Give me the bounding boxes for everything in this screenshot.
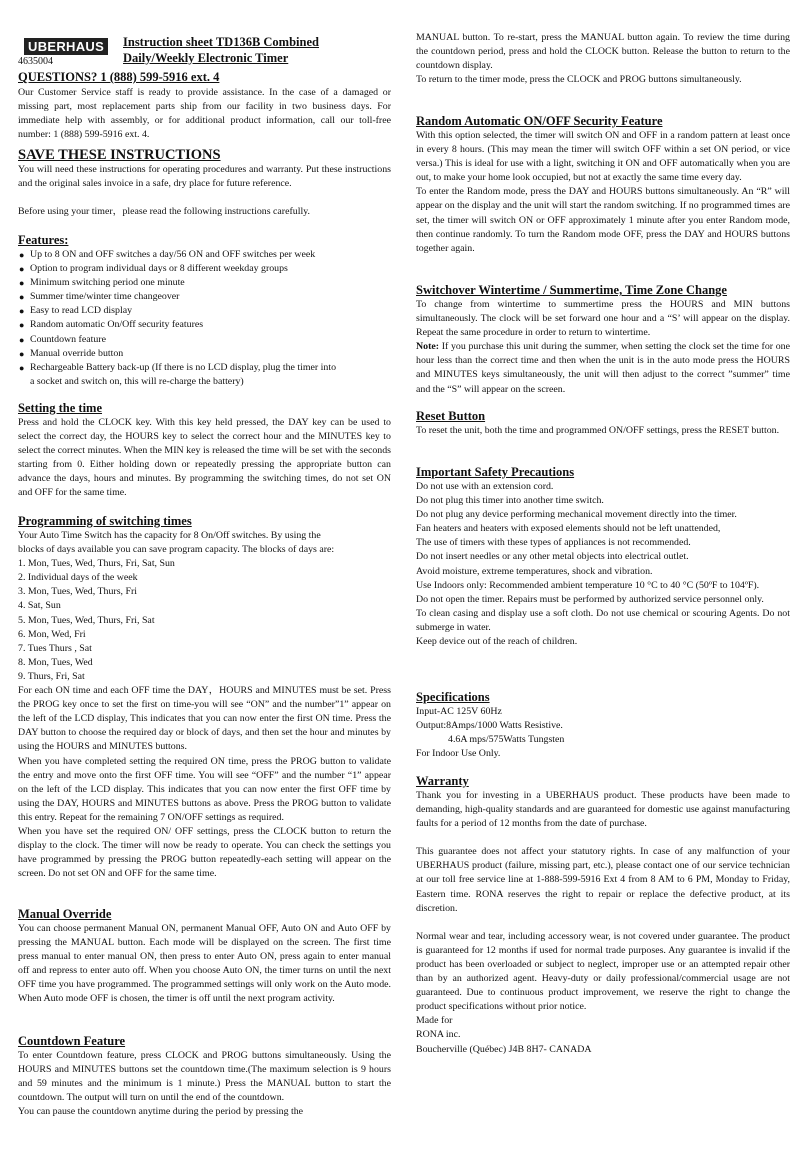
feature-item: ● Summer time/winter time changeover — [18, 290, 391, 304]
programming-paragraph-1: For each ON time and each OFF time the DAY，HOURS and MINUTES must be set. Press the PROG key once to set the first on time-you will see “ON” and the number”1” appear on the left of the LCD display, This indicates that you can now enter the first ON time. Press the DAY button to choose the required day or block of days, and then set the hour and minutes by using the HOURS and MINUTES buttons. — [18, 685, 391, 753]
bullet-icon: ● — [19, 362, 25, 373]
safety-line: The use of timers with these types of appliances is not recommended. — [416, 537, 691, 549]
countdown-paragraph-2-continued: MANUAL button. To re-start, press the MANUAL button again. To review the time during the countdown period, press and hold the CLOCK button. Release the button to return to the countdown display. — [416, 32, 790, 72]
programming-section — [18, 513, 391, 881]
before-use-text: Before using your timer，please read the following instructions carefully. — [18, 206, 310, 218]
feature-item: ● Option to program individual days or 8 different weekday groups — [18, 262, 391, 276]
day-block: 3. Mon, Tues, Wed, Thurs, Fri — [18, 586, 138, 598]
day-block: 7. Tues Thurs , Sat — [18, 642, 92, 654]
bullet-icon: ● — [19, 334, 25, 345]
questions-heading: QUESTIONS? 1 (888) 599-5916 ext. 4 — [18, 70, 220, 84]
safety-heading: Important Safety Precautions — [416, 465, 575, 479]
safety-line: Do not open the timer. Repairs must be performed by authorized service personnel only. — [416, 593, 764, 605]
feature-item: ● Minimum switching period one minute — [18, 276, 391, 290]
note-label: Note: — [416, 341, 440, 353]
day-block: 8. Mon, Tues, Wed — [18, 656, 93, 668]
programming-intro-1: Your Auto Time Switch has the capacity for 8 On/Off switches. By using the — [18, 530, 321, 541]
setting-time-body: Press and hold the CLOCK key. With this key held pressed, the DAY key can be used to select the correct day, the HOURS key to select the correct hour and the MINUTES key to select the correct minutes. When the MIN key is released the time will be set with the seconds starting from 0. Either holding down or repeatedly pressing the appropriate button can advance the days, hours and minutes. By programming the switching times, do not set ON and OFF for the same time. — [18, 417, 391, 499]
day-block: 5. Mon, Tues, Wed, Thurs, Fri, Sat — [18, 614, 155, 626]
programming-intro-2: blocks of days available you can save program capacity. The blocks of days are: — [18, 544, 335, 556]
spec-output: Output:8Amps/1000 Watts Resistive. — [416, 720, 563, 732]
save-section — [18, 163, 391, 219]
bullet-icon: ● — [19, 348, 25, 359]
bullet-icon: ● — [19, 250, 25, 260]
document-title — [123, 35, 319, 66]
switchover-paragraph-1: To change from wintertime to summertime press the HOURS and MIN buttons simultaneously. The clock will be set forward one hour and a “S’ will appear on the display. Repeat the same procedure in order to return to wintertime. — [416, 299, 790, 339]
made-for: Made for — [416, 1015, 453, 1027]
switchover-heading: Switchover Wintertime / Summertime, Time Zone Change — [416, 283, 727, 297]
save-body: You will need these instructions for operating procedures and warranty. Put these instructions and the original sales invoice in a safe, dry place for future reference. — [18, 164, 391, 190]
save-heading: SAVE THESE INSTRUCTIONS — [18, 147, 221, 163]
product-code: 4635004 — [18, 56, 53, 67]
features-heading: Features: — [18, 233, 69, 247]
countdown-paragraph-2: You can pause the countdown anytime during the period by pressing the — [18, 1106, 304, 1118]
reset-body: To reset the unit, both the time and programmed ON/OFF settings, press the RESET button. — [416, 425, 780, 436]
bullet-icon: ● — [19, 320, 25, 331]
reset-heading: Reset Button — [416, 409, 486, 423]
setting-time-heading: Setting the time — [18, 401, 103, 415]
warranty-paragraph-3: Normal wear and tear, including accessory wear, is not covered under guarantee. The product is guaranteed for 12 months if used for normal trade purposes. Any guarantee is invalid if the product has been overloaded or subject to neglect, improper use or an attempted repair other than by an authorized agent. Heavy-duty or daily professional/commercial usage are not guaranteed. Due to continuous product improvement, we reserve the right to change the product specifications without prior notice. — [416, 930, 790, 1013]
manual-override-section — [18, 906, 391, 1007]
manual-override-body: You can choose permanent Manual ON, permanent Manual OFF, Auto ON and Auto OFF by pressing the MANUAL button. Each mode will be displayed on the screen. The first time press manual to enter manual ON, then press to enter Auto ON, press again to enter manual off and repress to enter auto off. When you choose Auto ON, the timer turns on until the next OFF time you have programmed. The programmed settings will only work on the Auto mode. When Auto mode OFF is chosen, the timer is off until the next program activity. — [18, 923, 391, 1005]
countdown-paragraph-3: To return to the timer mode, press the CLOCK and PROG buttons simultaneously. — [416, 74, 742, 86]
spec-indoor: For Indoor Use Only. — [416, 748, 501, 760]
company-name: RONA inc. — [416, 1029, 461, 1041]
day-block: 2. Individual days of the week — [18, 572, 138, 584]
feature-item: ● Up to 8 ON and OFF switches a day/56 ON and OFF switches per week — [18, 248, 391, 262]
random-paragraph-2: To enter the Random mode, press the DAY and HOURS buttons simultaneously. An “R” will appear on the display and the unit will start the random switching. If no programmed times are set, the timer will switch ON or OFF approximately 1 minute after you enter Random mode, then continue randomly. To turn the Random mode OFF, press the DAY and HOURS buttons together again. — [416, 186, 790, 254]
random-paragraph-1: With this option selected, the timer will switch ON and OFF in a random pattern at least once in every 8 hours. (This may mean the timer will switch OFF within a set ON period, or vice versa.) This is ideal for use with a light, switching it ON and OFF automatically when you are out, to make your home look occupied, but not at exactly the same time every day. — [416, 130, 790, 184]
spec-input: Input-AC 125V 60Hz — [416, 706, 502, 717]
day-block: 6. Mon, Wed, Fri — [18, 628, 86, 640]
title-line-1: Instruction sheet TD136B Combined — [123, 35, 319, 49]
safety-line: Do not use with an extension cord. — [416, 481, 554, 492]
safety-line: Do not insert needles or any other metal objects into electrical outlet. — [416, 551, 689, 563]
warranty-section — [416, 773, 790, 1057]
bullet-icon: ● — [19, 264, 25, 275]
safety-line: Fan heaters and heaters with exposed elements should not be left unattended, — [416, 523, 721, 535]
feature-continuation: a socket and switch on, this will re-charge the battery) — [30, 375, 244, 387]
countdown-paragraph-1: To enter Countdown feature, press CLOCK and PROG buttons simultaneously. Using the HOURS and MINUTES buttons set the countdown time.(The maximum selection is 9 hours and 59 minutes and the minimum is 1 minute.) Press the MANUAL button to start the countdown. The output will turn on until the end of the countdown. — [18, 1050, 391, 1104]
brand-logo: UBERHAUS — [24, 38, 108, 55]
day-block: 4. Sat, Sun — [18, 600, 61, 612]
safety-line: Do not plug any device performing mechanical movement directly into the timer. — [416, 509, 737, 521]
questions-body: Our Customer Service staff is ready to provide assistance. In the case of a damaged or missing part, most replacement parts ship from our facility in two business days. For immediate help with assembly, or for additional product information, call our toll-free number: 1 (888) 599-5916 ext. 4. — [18, 87, 391, 141]
day-block: 9. Thurs, Fri, Sat — [18, 670, 85, 682]
safety-line: Do not plug this timer into another time switch. — [416, 495, 604, 507]
setting-time-section — [18, 400, 391, 501]
title-line-2: Daily/Weekly Electronic Timer — [123, 50, 289, 65]
warranty-paragraph-2: This guarantee does not affect your statutory rights. In case of any malfunction of your UBERHAUS product (failure, missing part, etc.), please contact one of our service technician at our toll free service line at 1-888-599-5916 Ext 4 from 8 AM to 6 PM, Monday to Friday, Eastern time. RONA reserves the right to repair or replace the defective product, at its discretion. — [416, 846, 790, 914]
random-heading: Random Automatic ON/OFF Security Feature — [416, 114, 663, 128]
questions-section — [18, 86, 391, 142]
programming-paragraph-3: When you have set the required ON/ OFF settings, press the CLOCK button to return the display to the clock. The timer will now be ready to operate. You can check the settings you have programmed by pressing the PROG button repeatedly-each setting will appear on the screen. Do not set ON and OFF for the same time. — [18, 825, 391, 880]
safety-line: Keep device out of the reach of children. — [416, 636, 578, 648]
safety-line: Use Indoors only: Recommended ambient temperature 10 °C to 40 °C (50ºF to 104ºF). — [416, 579, 760, 591]
reset-section — [416, 408, 790, 438]
feature-item: ● Manual override button — [18, 347, 391, 361]
switchover-section — [416, 282, 790, 397]
bullet-icon: ● — [19, 278, 25, 289]
safety-line: To clean casing and display use a soft cloth. Do not use chemical or scouring Agents. Do not submerge in water. — [416, 607, 790, 633]
feature-item: ● Countdown feature — [18, 333, 391, 347]
safety-section — [416, 464, 790, 649]
spec-tungsten: 4.6A mps/575Watts Tungsten — [448, 734, 565, 746]
random-section — [416, 113, 790, 256]
countdown-continued — [416, 31, 790, 87]
company-address: Boucherville (Québec) J4B 8H7- CANADA — [416, 1043, 592, 1055]
specifications-section — [416, 689, 790, 761]
switchover-note — [416, 340, 790, 396]
manual-override-heading: Manual Override — [18, 907, 112, 921]
specifications-heading: Specifications — [416, 690, 490, 704]
warranty-heading: Warranty — [416, 774, 469, 788]
countdown-heading: Countdown Feature — [18, 1034, 126, 1048]
bullet-icon: ● — [19, 306, 25, 317]
programming-paragraph-2: When you have completed setting the required ON time, press the PROG button to validate the entry and move onto the first OFF time. You will see “OFF” and the number “1” appear on the left of the LCD display. This indicates that you can now enter the first OFF time by using the DAY, HOURS and MINUTES buttons as above. Press the PROG button to validate this entry. Repeat for the remaining 7 ON/OFF settings as required. — [18, 755, 391, 823]
features-list — [18, 248, 391, 375]
feature-item: ● Random automatic On/Off security features — [18, 318, 391, 332]
feature-item: ● Rechargeable Battery back-up (If there is no LCD display, plug the timer into — [18, 361, 391, 375]
countdown-section — [18, 1033, 391, 1119]
note-text: If you purchase this unit during the summer, when setting the clock set the time for one hour less than the correct time and then when the unit is in the auto mode press the HOURS and MINUTES keys simultaneously, the unit will then adjust to the correct ”summer” time and the “S” will appear on the screen. — [416, 341, 790, 395]
feature-item: ● Easy to read LCD display — [18, 304, 391, 318]
warranty-paragraph-1: Thank you for investing in a UBERHAUS product. These products have been made to demanding, high-quality standards and are guaranteed for domestic use against manufacturing faults for a period of 12 months from the date of purchase. — [416, 790, 790, 830]
bullet-icon: ● — [19, 292, 25, 303]
safety-line: Avoid moisture, extreme temperatures, shock and vibration. — [416, 565, 653, 577]
features-section — [18, 232, 391, 389]
day-block: 1. Mon, Tues, Wed, Thurs, Fri, Sat, Sun — [18, 558, 175, 570]
programming-heading: Programming of switching times — [18, 514, 192, 528]
